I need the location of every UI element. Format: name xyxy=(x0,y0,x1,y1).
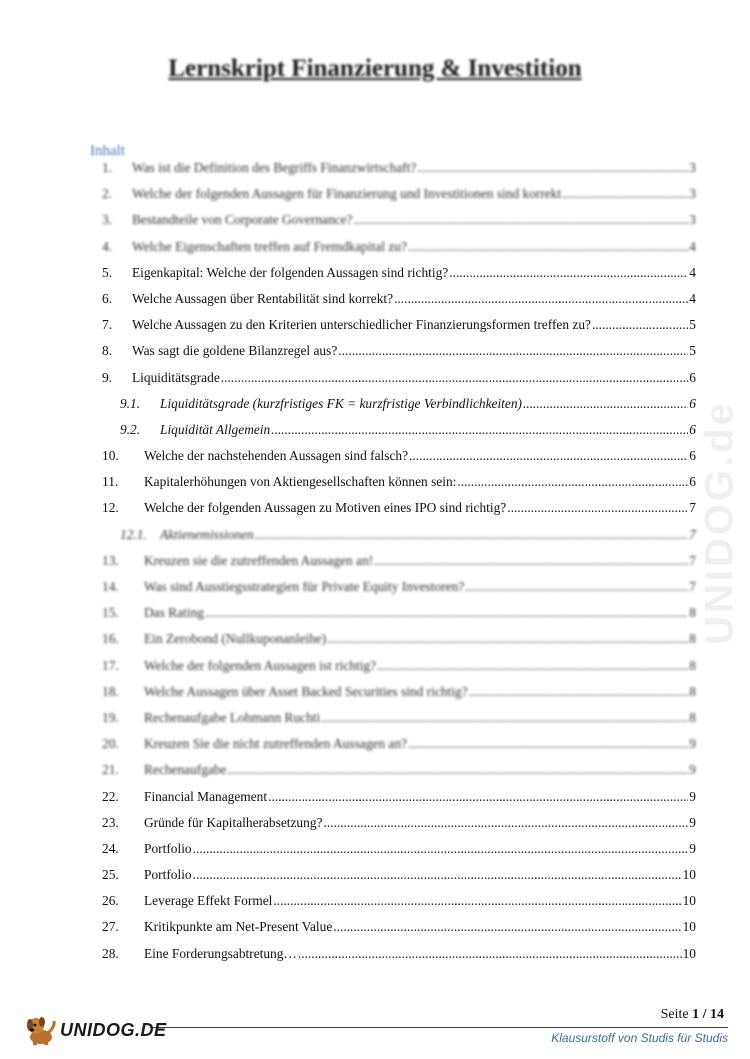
toc-entry-number: 25. xyxy=(102,867,119,883)
toc-entry-page: 6 xyxy=(689,395,696,411)
unidog-logo xyxy=(24,1012,167,1048)
toc-entry[interactable] xyxy=(102,893,696,919)
toc-entry-page: 10 xyxy=(682,945,696,961)
toc-entry-page: 9 xyxy=(689,840,696,856)
toc-dot-leader xyxy=(394,291,688,307)
toc-entry-number: 24. xyxy=(102,840,119,856)
toc-entry[interactable] xyxy=(102,579,696,605)
toc-entry-page: 5 xyxy=(689,317,696,333)
toc-dot-leader xyxy=(323,815,688,831)
toc-dot-leader xyxy=(523,396,688,412)
toc-dot-leader xyxy=(457,474,688,490)
toc-entry-number: 20. xyxy=(102,736,119,752)
toc-entry-number: 14. xyxy=(102,579,119,594)
toc-entry[interactable] xyxy=(102,370,696,396)
toc-entry[interactable] xyxy=(102,160,696,186)
toc-entry-title: Eigenkapital: Welche der folgenden Aussagen sind richtig? xyxy=(132,264,449,280)
toc-dot-leader xyxy=(193,841,689,857)
toc-entry-title: Welche der folgenden Aussagen für Finanzierung und Investitionen sind korrekt xyxy=(132,186,562,202)
toc-entry-page: 10 xyxy=(682,893,696,909)
page-number xyxy=(661,1007,724,1023)
document-title: Lernskript Finanzierung & Investition xyxy=(168,55,582,82)
toc-entry-page: 6 xyxy=(689,474,696,490)
toc-entry[interactable] xyxy=(102,527,696,553)
toc-entry-page: 8 xyxy=(689,631,696,647)
toc-entry-number: 11. xyxy=(102,474,119,490)
toc-entry-page: 4 xyxy=(689,238,696,254)
toc-entry[interactable] xyxy=(102,448,696,474)
toc-entry-title: Liquiditätsgrade xyxy=(132,369,220,385)
toc-entry-page: 7 xyxy=(689,579,696,594)
toc-entry-number: 12. xyxy=(102,500,119,516)
toc-entry-number: 19. xyxy=(102,709,119,725)
toc-entry-page: 7 xyxy=(689,500,696,516)
toc-entry-page: 7 xyxy=(689,552,696,568)
toc-entry[interactable] xyxy=(102,684,696,710)
toc-entry-number: 4. xyxy=(102,238,113,254)
toc-entry-number: 5. xyxy=(102,264,113,280)
page-total: 14 xyxy=(710,1007,724,1022)
toc-entry-title: Kreuzen sie die zutreffenden Aussagen an! xyxy=(144,552,374,568)
toc-dot-leader xyxy=(298,946,682,962)
toc-entry-number: 10. xyxy=(102,448,119,464)
toc-entry-page: 9 xyxy=(689,814,696,830)
toc-entry-page: 3 xyxy=(689,160,696,175)
toc-entry-title: Portfolio xyxy=(144,840,192,856)
toc-entry-title: Liquiditätsgrade (kurzfristiges FK = kurzfristige Verbindlichkeiten) xyxy=(160,395,523,411)
toc-dot-leader xyxy=(354,212,689,228)
toc-entry-number: 28. xyxy=(102,945,119,961)
toc-entry-number: 23. xyxy=(102,814,119,830)
toc-entry-page: 9 xyxy=(689,736,696,752)
toc-dot-leader xyxy=(271,422,688,438)
toc-entry-number: 3. xyxy=(102,212,113,228)
toc-entry-number: 17. xyxy=(102,657,119,673)
toc-dot-leader xyxy=(417,160,688,176)
toc-entry-number: 1. xyxy=(102,160,113,175)
toc-entry-title: Welche Aussagen über Rentabilität sind korrekt? xyxy=(132,290,394,306)
toc-dot-leader xyxy=(338,343,688,359)
toc-entry-number: 12.1. xyxy=(120,526,147,542)
toc-entry[interactable] xyxy=(102,736,696,762)
toc-entry[interactable] xyxy=(102,631,696,657)
toc-dot-leader xyxy=(333,919,681,935)
footer-tagline: Klausurstoff von Studis für Studis xyxy=(551,1031,728,1045)
toc-dot-leader xyxy=(255,527,689,543)
toc-entry[interactable] xyxy=(102,553,696,579)
toc-entry-page: 9 xyxy=(689,762,696,778)
toc-entry-page: 4 xyxy=(689,264,696,280)
toc-dot-leader xyxy=(408,239,688,255)
toc-dot-leader xyxy=(321,710,688,726)
toc-entry-number: 2. xyxy=(102,186,113,202)
toc-entry[interactable] xyxy=(102,186,696,212)
toc-entry[interactable] xyxy=(102,815,696,841)
toc-dot-leader xyxy=(193,867,682,883)
toc-entry-title: Welche Eigenschaften treffen auf Fremdkapital zu? xyxy=(132,238,407,254)
toc-entry[interactable] xyxy=(102,867,696,893)
toc-entry-number: 27. xyxy=(102,919,119,935)
toc-entry-number: 9.1. xyxy=(120,395,141,411)
toc-dot-leader xyxy=(228,762,689,778)
toc-entry[interactable] xyxy=(102,919,696,945)
toc-entry[interactable] xyxy=(102,291,696,317)
toc-dot-leader xyxy=(205,605,688,621)
toc-entry-title: Liquidität Allgemein xyxy=(160,421,271,437)
toc-entry[interactable] xyxy=(102,605,696,631)
toc-entry-page: 8 xyxy=(689,709,696,725)
toc-entry[interactable] xyxy=(102,422,696,448)
watermark-text: UNIDOG.de xyxy=(697,400,742,645)
toc-dot-leader xyxy=(469,684,689,700)
toc-entry-title: Aktienemissionen xyxy=(160,526,254,542)
toc-entry[interactable] xyxy=(102,239,696,265)
toc-entry-title: Was sind Ausstiegsstrategien für Private Equity Investoren? xyxy=(144,579,465,594)
toc-entry-number: 6. xyxy=(102,290,113,306)
toc-entry[interactable] xyxy=(102,343,696,369)
toc-entry-title: Rechenaufgabe Lohmann Ruchti xyxy=(144,709,321,725)
toc-entry[interactable] xyxy=(102,658,696,684)
toc-dot-leader xyxy=(374,553,688,569)
toc-entry-number: 22. xyxy=(102,788,119,804)
toc-entry-title: Ein Zerobond (Nullkuponanleihe) xyxy=(144,631,327,647)
toc-entry-number: 16. xyxy=(102,631,119,647)
toc-entry-page: 8 xyxy=(689,683,696,699)
toc-dot-leader xyxy=(377,658,688,674)
toc-entry-page: 7 xyxy=(689,526,696,542)
page-prefix: Seite xyxy=(660,1007,693,1022)
toc-dot-leader xyxy=(449,265,688,281)
toc-entry-number: 9.2. xyxy=(120,421,141,437)
toc-entry-title: Eine Forderungsabtretung… xyxy=(144,945,297,961)
toc-dot-leader xyxy=(221,370,689,386)
toc-entry-number: 13. xyxy=(102,552,119,568)
dog-icon xyxy=(24,1013,58,1047)
toc-entry-title: Portfolio xyxy=(144,867,192,883)
toc-entry[interactable] xyxy=(102,710,696,736)
toc-entry-title: Was sagt die goldene Bilanzregel aus? xyxy=(132,343,338,359)
toc-entry[interactable] xyxy=(102,212,696,238)
toc-entry-title: Gründe für Kapitalherabsetzung? xyxy=(144,814,323,830)
toc-dot-leader xyxy=(507,500,688,516)
toc-entry-page: 6 xyxy=(689,369,696,385)
toc-entry-title: Welche Aussagen über Asset Backed Securities sind richtig? xyxy=(144,683,468,699)
page-separator: / xyxy=(699,1007,710,1022)
toc-entry-page: 10 xyxy=(682,919,696,935)
toc-dot-leader xyxy=(562,186,688,202)
toc-entry-page: 10 xyxy=(682,867,696,883)
toc-entry-page: 5 xyxy=(689,343,696,359)
toc-entry-number: 18. xyxy=(102,683,119,699)
toc-entry-page: 4 xyxy=(689,290,696,306)
toc-entry-page: 8 xyxy=(689,605,696,621)
toc-entry-number: 26. xyxy=(102,893,119,909)
toc-entry-page: 9 xyxy=(689,788,696,804)
toc-entry-title: Financial Management xyxy=(144,788,268,804)
toc-entry-page: 6 xyxy=(689,448,696,464)
toc-entry-number: 15. xyxy=(102,605,119,621)
toc-dot-leader xyxy=(465,579,688,595)
toc-entry-title: Welche Aussagen zu den Kriterien unterschiedlicher Finanzierungsformen treffen zu? xyxy=(132,317,591,333)
toc-entry-title: Welche der nachstehenden Aussagen sind falsch? xyxy=(144,448,409,464)
toc-dot-leader xyxy=(408,736,688,752)
toc-entry-title: Kreuzen Sie die nicht zutreffenden Aussagen an? xyxy=(144,736,407,752)
toc-entry[interactable] xyxy=(102,500,696,526)
toc-entry-title: Rechenaufgabe xyxy=(144,762,227,778)
toc-entry[interactable] xyxy=(102,317,696,343)
toc-dot-leader xyxy=(273,893,681,909)
toc-entry[interactable] xyxy=(102,841,696,867)
toc-entry-number: 21. xyxy=(102,762,119,778)
toc-entry-title: Kapitalerhöhungen von Aktiengesellschaften können sein: xyxy=(144,474,457,490)
toc-entry[interactable] xyxy=(102,789,696,815)
toc-entry-page: 3 xyxy=(689,212,696,228)
toc-entry[interactable] xyxy=(102,946,696,972)
table-of-contents xyxy=(102,160,696,972)
toc-entry-number: 8. xyxy=(102,343,113,359)
page-current: 1 xyxy=(692,1007,700,1022)
toc-entry[interactable] xyxy=(102,762,696,788)
toc-entry[interactable] xyxy=(102,265,696,291)
toc-entry-page: 8 xyxy=(689,657,696,673)
toc-entry-title: Welche der folgenden Aussagen zu Motiven eines IPO sind richtig? xyxy=(144,500,507,516)
logo-text: UNIDOG.DE xyxy=(60,1019,167,1040)
toc-dot-leader xyxy=(409,448,688,464)
toc-dot-leader xyxy=(592,317,688,333)
toc-entry-title: Welche der folgenden Aussagen ist richtig? xyxy=(144,657,377,673)
toc-entry-page: 6 xyxy=(689,421,696,437)
toc-entry-title: Leverage Effekt Formel xyxy=(144,893,273,909)
toc-entry-title: Bestandteile von Corporate Governance? xyxy=(132,212,353,228)
toc-entry-page: 3 xyxy=(689,186,696,202)
footer-divider xyxy=(150,1027,728,1028)
toc-heading[interactable]: Inhalt xyxy=(90,143,125,159)
toc-dot-leader xyxy=(268,789,688,805)
toc-entry-number: 9. xyxy=(102,369,113,385)
toc-entry[interactable] xyxy=(102,396,696,422)
toc-entry-title: Kritikpunkte am Net-Present Value xyxy=(144,919,333,935)
watermark xyxy=(697,280,742,760)
toc-entry[interactable] xyxy=(102,474,696,500)
toc-dot-leader xyxy=(327,631,688,647)
toc-entry-title: Das Rating xyxy=(144,605,204,621)
toc-entry-number: 7. xyxy=(102,317,113,333)
toc-entry-title: Was ist die Definition des Begriffs Finanzwirtschaft? xyxy=(132,160,417,175)
